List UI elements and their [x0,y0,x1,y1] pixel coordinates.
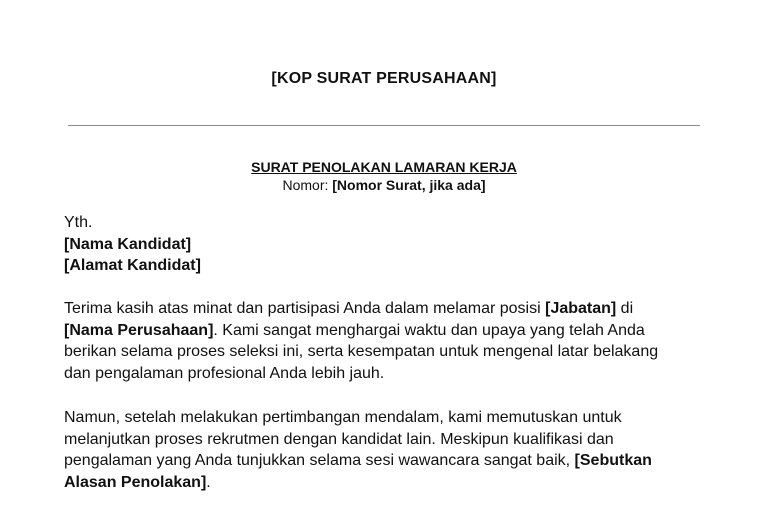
paragraph-line: melanjutkan proses rekrutmen dengan kandidat lain. Meskipun kualifikasi dan [64,430,614,448]
paragraph-text: Terima kasih atas minat dan partisipasi Anda dalam melamar posisi [64,300,546,317]
recipient-address: [Alamat Kandidat] [64,257,201,275]
recipient-greeting: Yth. [64,214,93,231]
paragraph-line [64,472,714,494]
recipient-name: [Nama Kandidat] [64,235,192,253]
paragraph-text: di [616,300,634,317]
paragraph-line: Namun, setelah melakukan pertimbangan mendalam, kami memutuskan untuk [64,409,622,426]
letterhead-placeholder: [KOP SURAT PERUSAHAAN] [271,70,497,87]
letter-title: SURAT PENOLAKAN LAMARAN KERJA [251,159,517,175]
letter-number [0,177,768,193]
paragraph-line [64,298,714,320]
paragraph-line: dan pengalaman profesional Anda lebih jauh. [64,364,385,382]
letter-number-value: [Nomor Surat, jika ada] [332,177,486,193]
reason-placeholder: Alasan Penolakan] [64,473,207,491]
company-placeholder: [Nama Perusahaan] [64,321,214,339]
reason-placeholder: [Sebutkan [574,452,652,470]
recipient-block [64,212,714,277]
paragraph-text: . [206,473,211,491]
paragraph-thanks [64,298,714,384]
position-placeholder: [Jabatan] [545,300,617,317]
paragraph-text: pengalaman yang Anda tunjukkan selama sesi wawancara sangat baik, [64,452,575,470]
paragraph-line [64,450,714,472]
paragraph-line: berikan selama proses seleksi ini, serta kesempatan untuk mengenal latar belakang [64,343,659,361]
paragraph-text: . Kami sangat menghargai waktu dan upaya yang telah Anda [213,321,645,339]
letter-number-label: Nomor: [282,177,333,193]
header-divider [68,125,700,126]
paragraph-line [64,320,714,342]
paragraph-decision [64,407,714,493]
